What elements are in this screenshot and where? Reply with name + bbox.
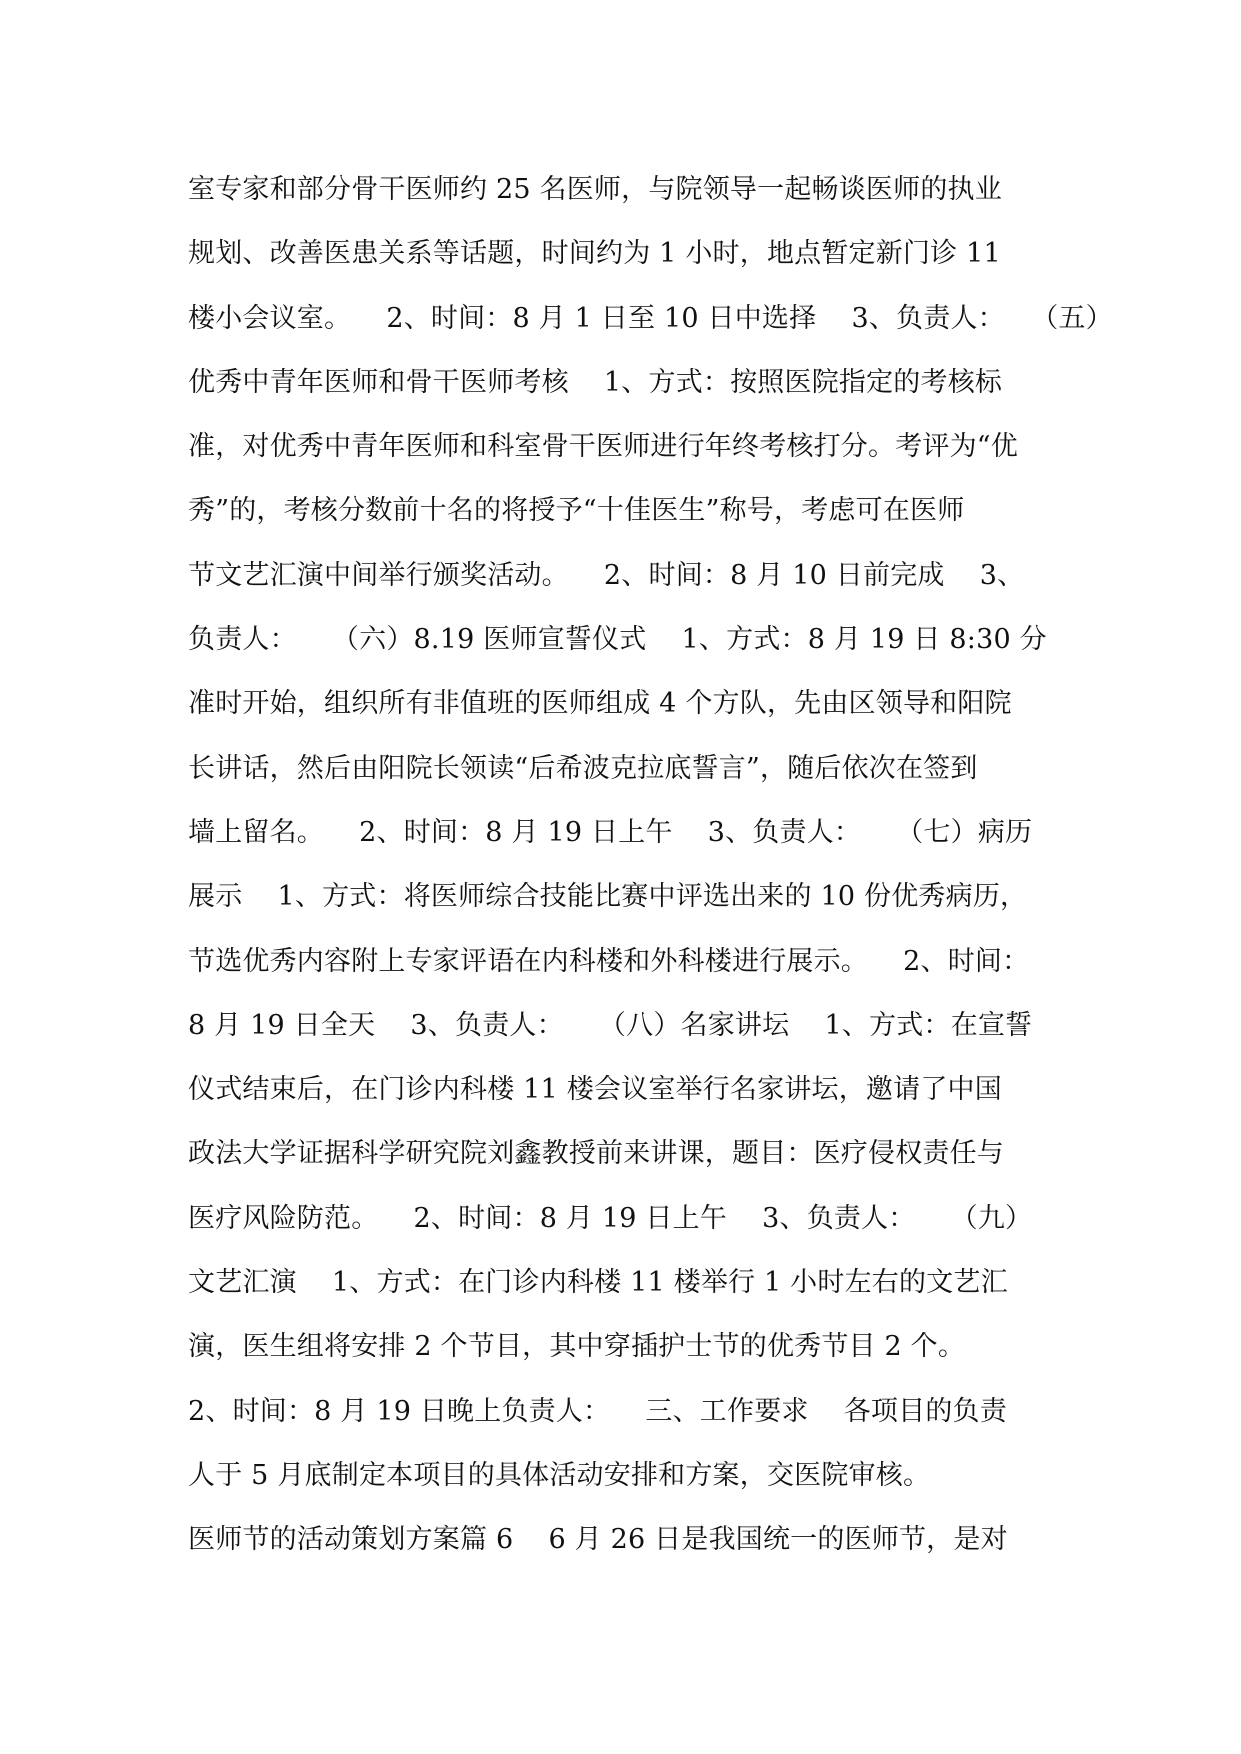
text-line: 演，医生组将安排 2 个节目，其中穿插护士节的优秀节目 2 个。 [188, 1331, 966, 1363]
text-line: 准时开始，组织所有非值班的医师组成 4 个方队，先由区领导和阳院 [188, 688, 1012, 720]
text-line: 规划、改善医患关系等话题，时间约为 1 小时，地点暂定新门诊 11 [188, 238, 1001, 270]
text-line: 节选优秀内容附上专家评语在内科楼和外科楼进行展示。 2、时间： [188, 945, 1030, 977]
text-line: 2、时间：8 月 19 日晚上负责人： 三、工作要求 各项目的负责 [188, 1395, 1007, 1427]
text-line: 文艺汇演 1、方式：在门诊内科楼 11 楼举行 1 小时左右的文艺汇 [188, 1267, 1008, 1299]
text-line: 秀”的，考核分数前十名的将授予“十佳医生”称号，考虑可在医师 [188, 495, 965, 527]
text-line: 仪式结束后，在门诊内科楼 11 楼会议室举行名家讲坛，邀请了中国 [188, 1074, 1002, 1106]
text-line: 节文艺汇演中间举行颁奖活动。 2、时间：8 月 10 日前完成 3、 [188, 559, 1025, 591]
text-line: 政法大学证据科学研究院刘鑫教授前来讲课，题目：医疗侵权责任与 [188, 1138, 1004, 1170]
text-line: 室专家和部分骨干医师约 25 名医师，与院领导一起畅谈医师的执业 [188, 174, 1002, 205]
text-line: 负责人： （六）8.19 医师宣誓仪式 1、方式：8 月 19 日 8:30 分 [188, 624, 1047, 656]
text-line: 医疗风险防范。 2、时间：8 月 19 日上午 3、负责人： （九） [188, 1202, 1033, 1234]
text-line: 准，对优秀中青年医师和科室骨干医师进行年终考核打分。考评为“优 [188, 431, 1019, 463]
text-line: 优秀中青年医师和骨干医师考核 1、方式：按照医院指定的考核标 [188, 366, 1003, 398]
text-line: 人于 5 月底制定本项目的具体活动安排和方案，交医院审核。 [188, 1459, 931, 1491]
text-line: 展示 1、方式：将医师综合技能比赛中评选出来的 10 份优秀病历， [188, 881, 1028, 913]
text-line: 8 月 19 日全天 3、负责人： （八）名家讲坛 1、方式：在宣誓 [188, 1009, 1033, 1041]
text-line: 长讲话，然后由阳院长领读“后希波克拉底誓言”，随后依次在签到 [188, 752, 978, 784]
text-line: 医师节的活动策划方案篇 6 6 月 26 日是我国统一的医师节，是对 [188, 1524, 1008, 1556]
text-line: 墙上留名。 2、时间：8 月 19 日上午 3、负责人： （七）病历 [188, 816, 1033, 848]
text-line: 楼小会议室。 2、时间：8 月 1 日至 10 日中选择 3、负责人： （五） [188, 302, 1113, 334]
document-body [188, 158, 1113, 1573]
